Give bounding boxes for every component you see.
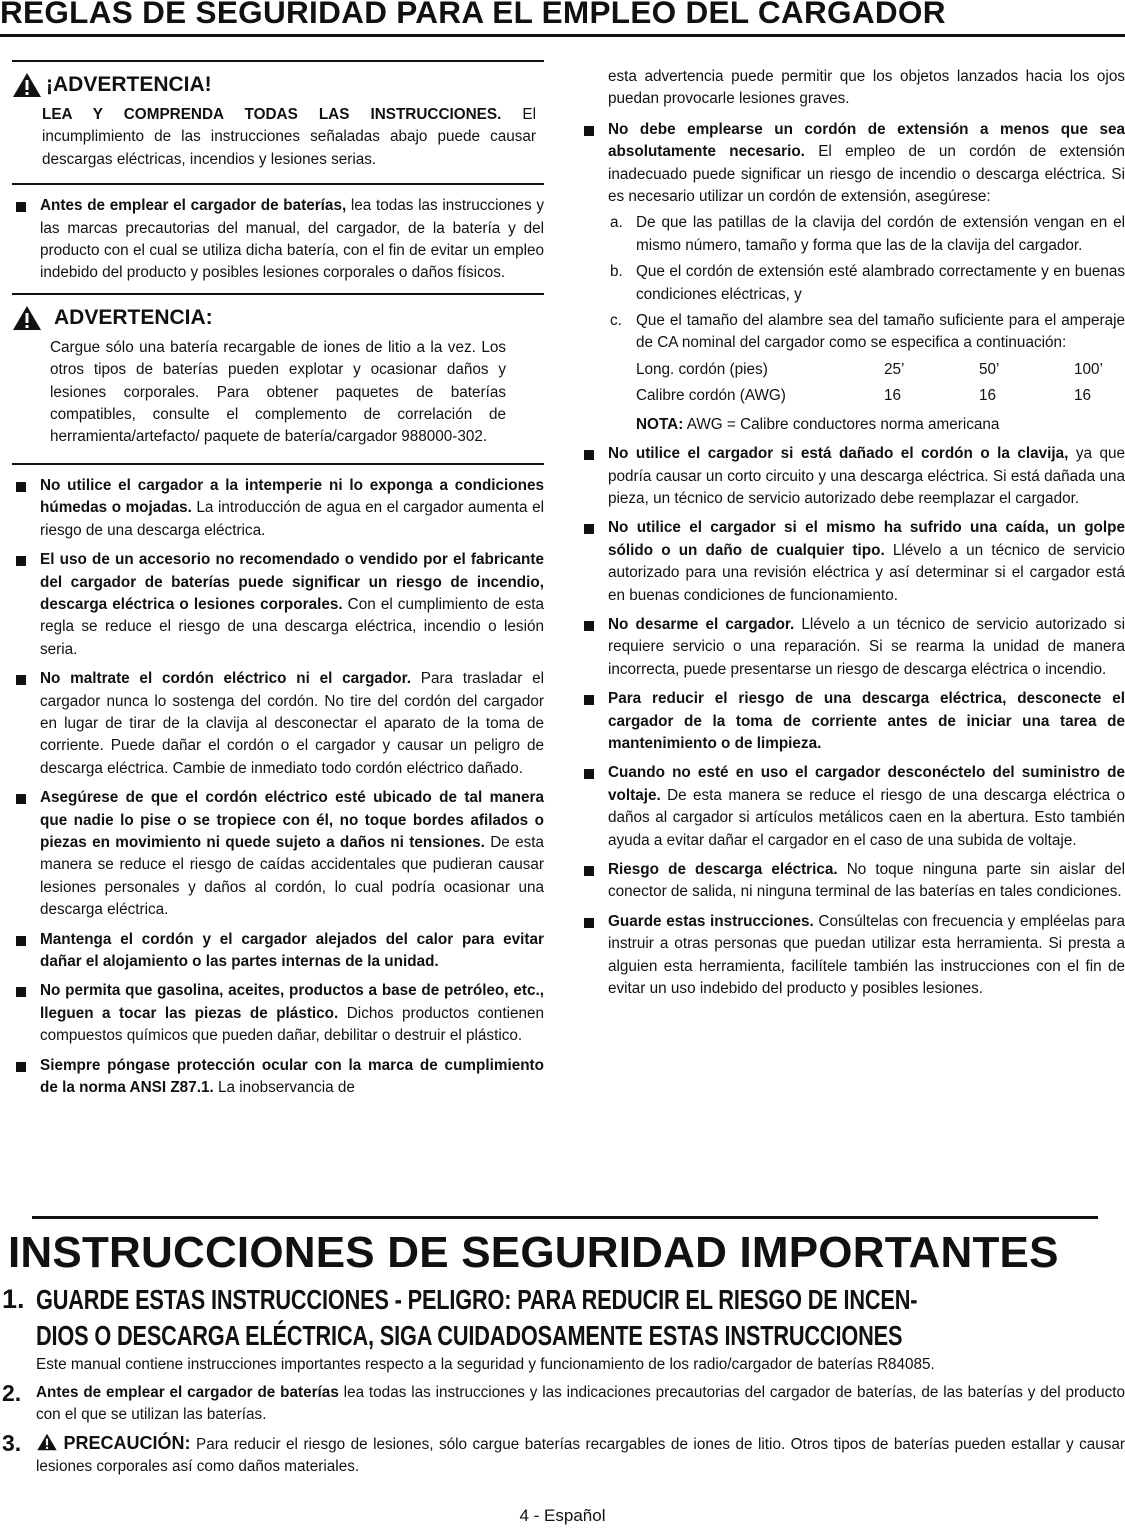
instruction-item: 1. GUARDE ESTAS INSTRUCCIONES - PELIGRO: PARA REDUCIR EL RIESGO DE INCEN- DIOS O DESCARGA ELÉCTRICA, SIGA CUIDADOSAMENTE ESTAS INSTRUCCIONES Este manual contiene instrucciones importantes respecto a la seguridad y funcionamiento de los radio/cargador de baterías R84085. xyxy=(2,1284,935,1373)
list-item: No utilice el cargador a la intemperie ni lo exponga a condiciones húmedas o mojadas. La introducción de agua en el cargador aumenta el riesgo de una descarga eléctrica. xyxy=(12,475,544,542)
list-item: No desarme el cargador. Llévelo a un técnico de servicio autorizado si requiere servicio o una reparación. Si se rearma la unidad de manera incorrecta, puede presentarse un riesgo de descarga eléctrica o incendio. xyxy=(580,614,1125,681)
sub-item: b. Que el cordón de extensión esté alambrado correctamente y en buenas condiciones eléctricas, y xyxy=(610,263,1125,303)
list-item: Mantenga el cordón y el cargador alejados del calor para evitar dañar el alojamiento o las partes internas de la unidad. xyxy=(12,929,544,974)
sub-item: a. De que las patillas de la clavija del cordón de extensión vengan en el mismo número, tamaño y forma que las de la clavija del cargador. xyxy=(610,214,1125,254)
instruction-item: 2. Antes de emplear el cargador de baterías lea todas las instrucciones y las indicaciones precautorias del cargador de baterías, de las baterías y del producto con el que se utilizan las baterías. xyxy=(2,1380,1125,1423)
list-item: No utilice el cargador si está dañado el cordón o la clavija, ya que podría causar un corto circuito y una descarga eléctrica. Si está dañada una pieza, un técnico de servicio autorizado debe reemplazar el cargador. xyxy=(580,443,1125,510)
warning-heading: ADVERTENCIA: xyxy=(54,305,213,329)
warning-heading: ¡ADVERTENCIA! xyxy=(46,73,212,96)
table-row: Long. cordón (pies) 25’ 50’ 100’ xyxy=(636,360,1103,378)
right-column xyxy=(580,66,1125,1007)
list-item: Riesgo de descarga eléctrica. No toque ninguna parte sin aislar del conector de salida, ni ninguna terminal de las baterías en tales condiciones. xyxy=(580,859,1125,904)
warning-lead: LEA Y COMPRENDA TODAS LAS INSTRUCCIONES. xyxy=(42,106,502,123)
warning-box-1 xyxy=(12,62,544,183)
list-item: No maltrate el cordón eléctrico ni el cargador. Para trasladar el cargador nunca lo sostenga del cordón. No tire del cordón del cargador en lugar de tirar de la clavija al desconectar el aparato de la toma de corriente. Puede dañar el cordón o el cargador y causar un peligro de descarga eléctrica. Cambie de inmediato todo cordón eléctrico dañado. xyxy=(12,668,544,780)
warning-triangle-icon xyxy=(12,305,42,331)
list-item: Asegúrese de que el cordón eléctrico esté ubicado de tal manera que nadie lo pise o se tropiece con él, no toque bordes afilados o piezas en movimiento ni quede sujeto a daños ni tensiones. De esta manera se reduce el riesgo de caídas accidentales que pudieran causar lesiones personales y daños al cordón, lo cual podría ocasionar una descarga eléctrica. xyxy=(12,787,544,921)
list-item: Antes de emplear el cargador de baterías, lea todas las instrucciones y las marcas precautorias del manual, del cargador, de la batería y del producto con el cual se utiliza dicha batería, con el fin de evitar un empleo indebido del producto y posibles lesiones corporales o daños físicos. xyxy=(12,195,544,285)
warning-text: El incumplimiento de las instrucciones señaladas abajo puede causar descargas eléctricas, incendios y lesiones serias. xyxy=(42,106,536,168)
list-item: No debe emplearse un cordón de extensión a menos que sea absolutamente necesario. El empleo de un cordón de extensión inadecuado puede significar un riesgo de incendio o descarga eléctrica. Si es necesario utilizar un cordón de extensión, asegúrese: a. De que las patillas de la clavija del cordón de extensión vengan en el mismo número, tamaño y forma que las de la clavija del cargador. b. Que el cordón de extensión esté alambrado correctamente y en buenas condiciones eléctricas, y c. Que el tamaño del alambre sea del tamaño suficiente para el amperaje de CA nominal del cargador como se especifica a continuación: Long. cordón (pies) 25’ 50’ 100’ Calibre cordón (AWG) 16 16 16 NOTA: AWG = Calibre conductores norma americana xyxy=(580,119,1125,436)
divider xyxy=(12,463,544,465)
section-title: INSTRUCCIONES DE SEGURIDAD IMPORTANTES xyxy=(8,1228,1059,1277)
instruction-item: 3. PRECAUCIÓN: Para reducir el riesgo de lesiones, sólo cargue baterías recargables de iones de litio. Otros tipos de baterías pueden estallar y causar lesiones corporales así como daños materiales. xyxy=(2,1430,1125,1475)
cord-table xyxy=(636,359,1103,412)
intro-list xyxy=(12,195,544,285)
list-item: El uso de un accesorio no recomendado o vendido por el fabricante del cargador de baterías puede significar un riesgo de incendio, descarga eléctrica o lesiones corporales. Con el cumplimiento de esta regla se reduce el riesgo de una descarga eléctrica, incendio o lesión seria. xyxy=(12,549,544,661)
important-instructions xyxy=(0,1282,1125,1484)
left-column xyxy=(12,60,544,1106)
table-row: Calibre cordón (AWG) 16 16 16 xyxy=(636,387,1092,405)
sub-list xyxy=(608,212,1125,354)
page-footer: 4 - Español xyxy=(519,1506,606,1525)
page-title: REGLAS DE SEGURIDAD PARA EL EMPLEO DEL CARGADOR xyxy=(0,0,946,30)
continuation-text: esta advertencia puede permitir que los objetos lanzados hacia los ojos puedan provocarle lesiones graves. xyxy=(608,68,1125,108)
warning-text: Cargue sólo una batería recargable de iones de litio a la vez. Los otros tipos de baterías pueden explotar y ocasionar daños y lesiones corporales. Para obtener paquetes de baterías compatibles, consulte el complemento de correlación de herramienta/artefacto/ paquete de batería/cargador 988000-302. xyxy=(50,338,506,446)
list-item: No utilice el cargador si el mismo ha sufrido una caída, un golpe sólido o un daño de cualquier tipo. Llévelo a un técnico de servicio autorizado para una revisión eléctrica y así determinar si el cargador está en buenas condiciones de funcionamiento. xyxy=(580,517,1125,607)
left-list xyxy=(12,475,544,1100)
list-item: Cuando no esté en uso el cargador desconéctelo del suministro de voltaje. De esta manera se reduce el riesgo de una descarga eléctrica o daños al cargador si artículos metálicos caen en la abertura. Esto también ayuda a evitar dañar el cargador en el caso de una subida de voltaje. xyxy=(580,762,1125,852)
list-item: Siempre póngase protección ocular con la marca de cumplimiento de la norma ANSI Z87.1. La inobservancia de xyxy=(12,1055,544,1100)
warning-triangle-icon xyxy=(36,1433,58,1451)
title-rule xyxy=(0,34,1125,37)
right-list xyxy=(580,119,1125,1001)
list-item: Guarde estas instrucciones. Consúltelas con frecuencia y empléelas para instruir a otras personas que puedan utilizar esta herramienta. Si presta a alguien esta herramienta, facilítele también las instrucciones con el fin de evitar un uso indebido del producto y posibles lesiones. xyxy=(580,911,1125,1001)
warning-triangle-icon xyxy=(12,72,42,98)
list-item: Para reducir el riesgo de una descarga eléctrica, desconecte el cargador de la toma de corriente antes de iniciar una tarea de mantenimiento o de limpieza. xyxy=(580,688,1125,755)
divider xyxy=(12,183,544,185)
note: NOTA: AWG = Calibre conductores norma americana xyxy=(636,415,1000,433)
sub-item: c. Que el tamaño del alambre sea del tamaño suficiente para el amperaje de CA nominal del cargador como se especifica a continuación: xyxy=(610,312,1125,352)
list-item: No permita que gasolina, aceites, productos a base de petróleo, etc., lleguen a tocar las piezas de plástico. Dichos productos contienen compuestos químicos que pueden dañar, debilitar o destruir el plástico. xyxy=(12,980,544,1047)
divider xyxy=(32,1216,1098,1219)
warning-box-2 xyxy=(12,295,544,461)
